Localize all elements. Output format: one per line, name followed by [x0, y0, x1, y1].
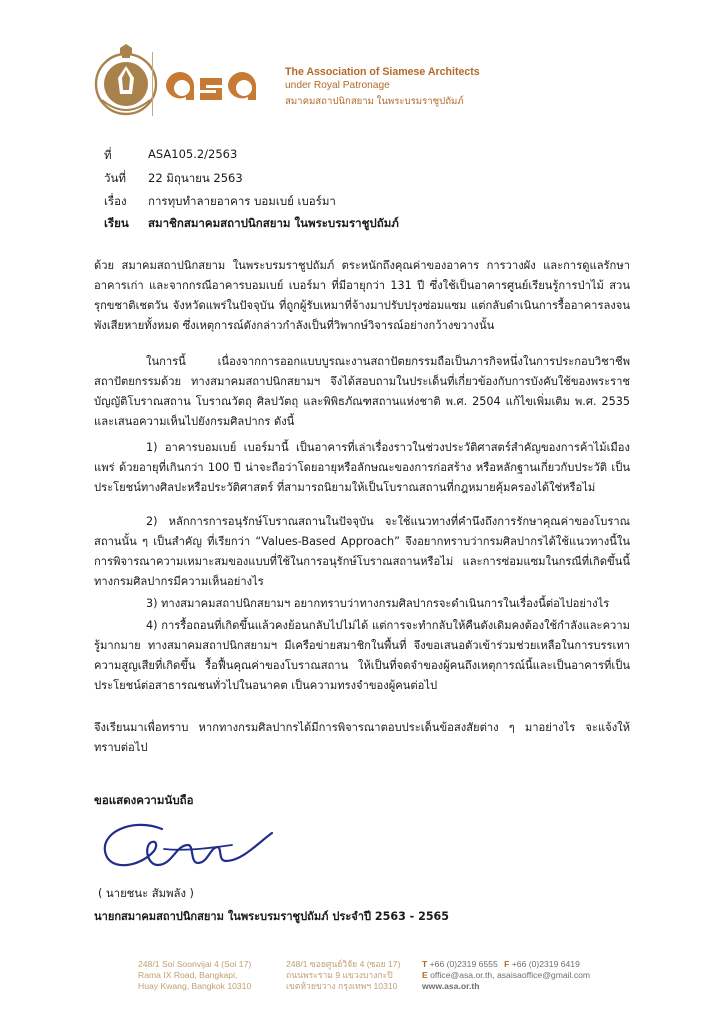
ref-label: ที่	[104, 148, 112, 162]
website-link[interactable]: www.asa.or.th	[422, 981, 480, 991]
ref-value: ASA105.2/2563	[148, 147, 238, 161]
footer-address-th-line: ถนนพระราม 9 แขวงบางกะปิ	[286, 970, 393, 980]
footer-address-th-line: เขตห้วยขวาง กรุงเทพฯ 10310	[286, 981, 398, 991]
email-label: E	[422, 970, 428, 980]
list-item-4: 4) การรื้อถอนที่เกิดขึ้นแล้วคงย้อนกลับไปไม่ได้ แต่การจะทำกลับให้คืนดังเดิมคงต้องใช้กำลังและความรู้มากมาย ทางสมาคมสถาปนิกสยามฯ มีเครือข่ายสมาชิกในพื้นที่ จึงขอเสนอตัวเข้าร่วมช่วยเหลือในการบรรเทาความสูญเสียที่เกิดขึ้น รื้อฟื้นคุณค่าของโบราณสถาน ให้เป็นที่จดจำของผู้คนถึงเหตุการณ์นี้และเป็นอาคารที่เป็นประโยชน์ต่อสาธารณชนทั่วไปในอนาคต เป็นความทรงจำของผู้คนต่อไป	[94, 619, 630, 692]
org-name-en: The Association of Siamese Architects	[285, 66, 480, 78]
signatory-name: ( นายชนะ สัมพลัง )	[98, 887, 194, 900]
subject-label: เรื่อง	[104, 194, 127, 208]
footer-address-en-line: 248/1 Soi Soonvijai 4 (Soi 17)	[138, 959, 252, 969]
footer-address-en	[138, 959, 251, 992]
to-label: เรียน	[104, 216, 129, 230]
asa-seal-emblem	[94, 44, 158, 120]
subject-value: การทุบทำลายอาคาร บอมเบย์ เบอร์มา	[148, 194, 336, 208]
to-value: สมาชิกสมาคมสถาปนิกสยาม ในพระบรมราชูปถัมภ์	[148, 216, 399, 230]
paragraph-intro: ด้วย สมาคมสถาปนิกสยาม ในพระบรมราชูปถัมภ์ ตระหนักถึงคุณค่าของอาคาร การวางผัง และการดูแลรักษาอาคารเก่า และจากกรณีอาคารบอมเบย์ เบอร์มา ที่มีอายุกว่า 131 ปี ซึ่งใช้เป็นอาคารศูนย์เรียนรู้การป่าไม้ สวนรุกขชาติเชตวัน จังหวัดแพร่ในปัจจุบัน ที่ถูกผู้รับเหมาที่จ้างมาปรับปรุงซ่อมแซม แต่กลับดำเนินการรื้ออาคารลงจนพังเสียหายทั้งหมด ซึ่งเหตุการณ์ดังกล่าวกำลังเป็นที่วิพากษ์วิจารณ์อย่างกว้างขวางนั้น	[94, 259, 630, 332]
phone-label: T	[422, 959, 428, 969]
list-item-1: 1) อาคารบอมเบย์ เบอร์มานี้ เป็นอาคารที่เล่าเรื่องราวในช่วงประวัติศาสตร์สำคัญของการค้าไม้เมืองแพร่ ด้วยอายุที่เกินกว่า 100 ปี น่าจะถือว่าโดยอายุหรือลักษณะของการก่อสร้าง หรือหลักฐานเกี่ยวกับประวัติ เป็นประโยชน์ทางศิลปะหรือประวัติศาสตร์ ที่สามารถนิยามให้เป็นโบราณสถานที่กฎหมายคุ้มครองได้ใช่หรือไม่	[94, 441, 630, 494]
signature	[92, 815, 277, 883]
fax-label: F	[504, 959, 510, 969]
phone-number[interactable]: +66 (0)2319 6555	[429, 959, 498, 969]
org-name-th: สมาคมสถาปนิกสยาม ในพระบรมราชูปถัมภ์	[285, 96, 464, 107]
fax-number: +66 (0)2319 6419	[511, 959, 580, 969]
list-item-3: 3) ทางสมาคมสถาปนิกสยามฯ อยากทราบว่าทางกรมศิลปากรจะดำเนินการในเรื่องนี้ต่อไปอย่างไร	[146, 597, 610, 610]
header-divider	[152, 52, 153, 116]
footer-address-th-line: 248/1 ซอยศูนย์วิจัย 4 (ซอย 17)	[286, 959, 401, 969]
footer-address-th	[286, 959, 400, 992]
date-label: วันที่	[104, 171, 126, 185]
asa-logo	[162, 64, 274, 108]
date-value: 22 มิถุนายน 2563	[148, 171, 243, 185]
salutation: ขอแสดงความนับถือ	[94, 793, 194, 807]
footer-address-en-line: Rama IX Road, Bangkapi,	[138, 970, 238, 980]
org-patronage-en: under Royal Patronage	[285, 80, 390, 91]
footer-contact	[422, 959, 590, 992]
footer-address-en-line: Huay Kwang, Bangkok 10310	[138, 981, 252, 991]
paragraph-inquiry: ในการนี้ เนื่องจากการออกแบบบูรณะงานสถาปัตยกรรมถือเป็นภารกิจหนึ่งในการประกอบวิชาชีพสถาปัตยกรรมด้วย ทางสมาคมสถาปนิกสยามฯ จึงได้สอบถามในประเด็นที่เกี่ยวข้องกับการบังคับใช้ของพระราชบัญญัติโบราณสถาน โบราณวัตถุ ศิลปวัตถุ และพิพิธภัณฑสถานแห่งชาติ พ.ศ. 2504 แก้ไขเพิ่มเติม พ.ศ. 2535 และเสนอความเห็นไปยังกรมศิลปากร ดังนี้	[94, 355, 630, 428]
email-link[interactable]: office@asa.or.th, asaisaoffice@gmail.com	[430, 970, 591, 980]
signatory-title: นายกสมาคมสถาปนิกสยาม ในพระบรมราชูปถัมภ์ ประจำปี 2563 - 2565	[94, 910, 449, 923]
paragraph-closing: จึงเรียนมาเพื่อทราบ หากทางกรมศิลปากรได้มีการพิจารณาตอบประเด็นข้อสงสัยต่าง ๆ มาอย่างไร จะแจ้งให้ทราบต่อไป	[94, 721, 630, 754]
list-item-2: 2) หลักการการอนุรักษ์โบราณสถานในปัจจุบัน จะใช้แนวทางที่คำนึงถึงการรักษาคุณค่าของโบราณสถานนั้น ๆ เป็นสำคัญ ที่เรียกว่า “Values-Based Approach” จึงอยากทราบว่ากรมศิลปากรได้ใช้แนวทางนี้ในการพิจารณาความเหมาะสมของแบบที่ใช้ในการอนุรักษ์โบราณสถานหรือไม่ และการซ่อมแซมในกรณีที่เกิดขึ้นนี้ทางกรมศิลปากรมีความเห็นอย่างไร	[94, 515, 630, 588]
